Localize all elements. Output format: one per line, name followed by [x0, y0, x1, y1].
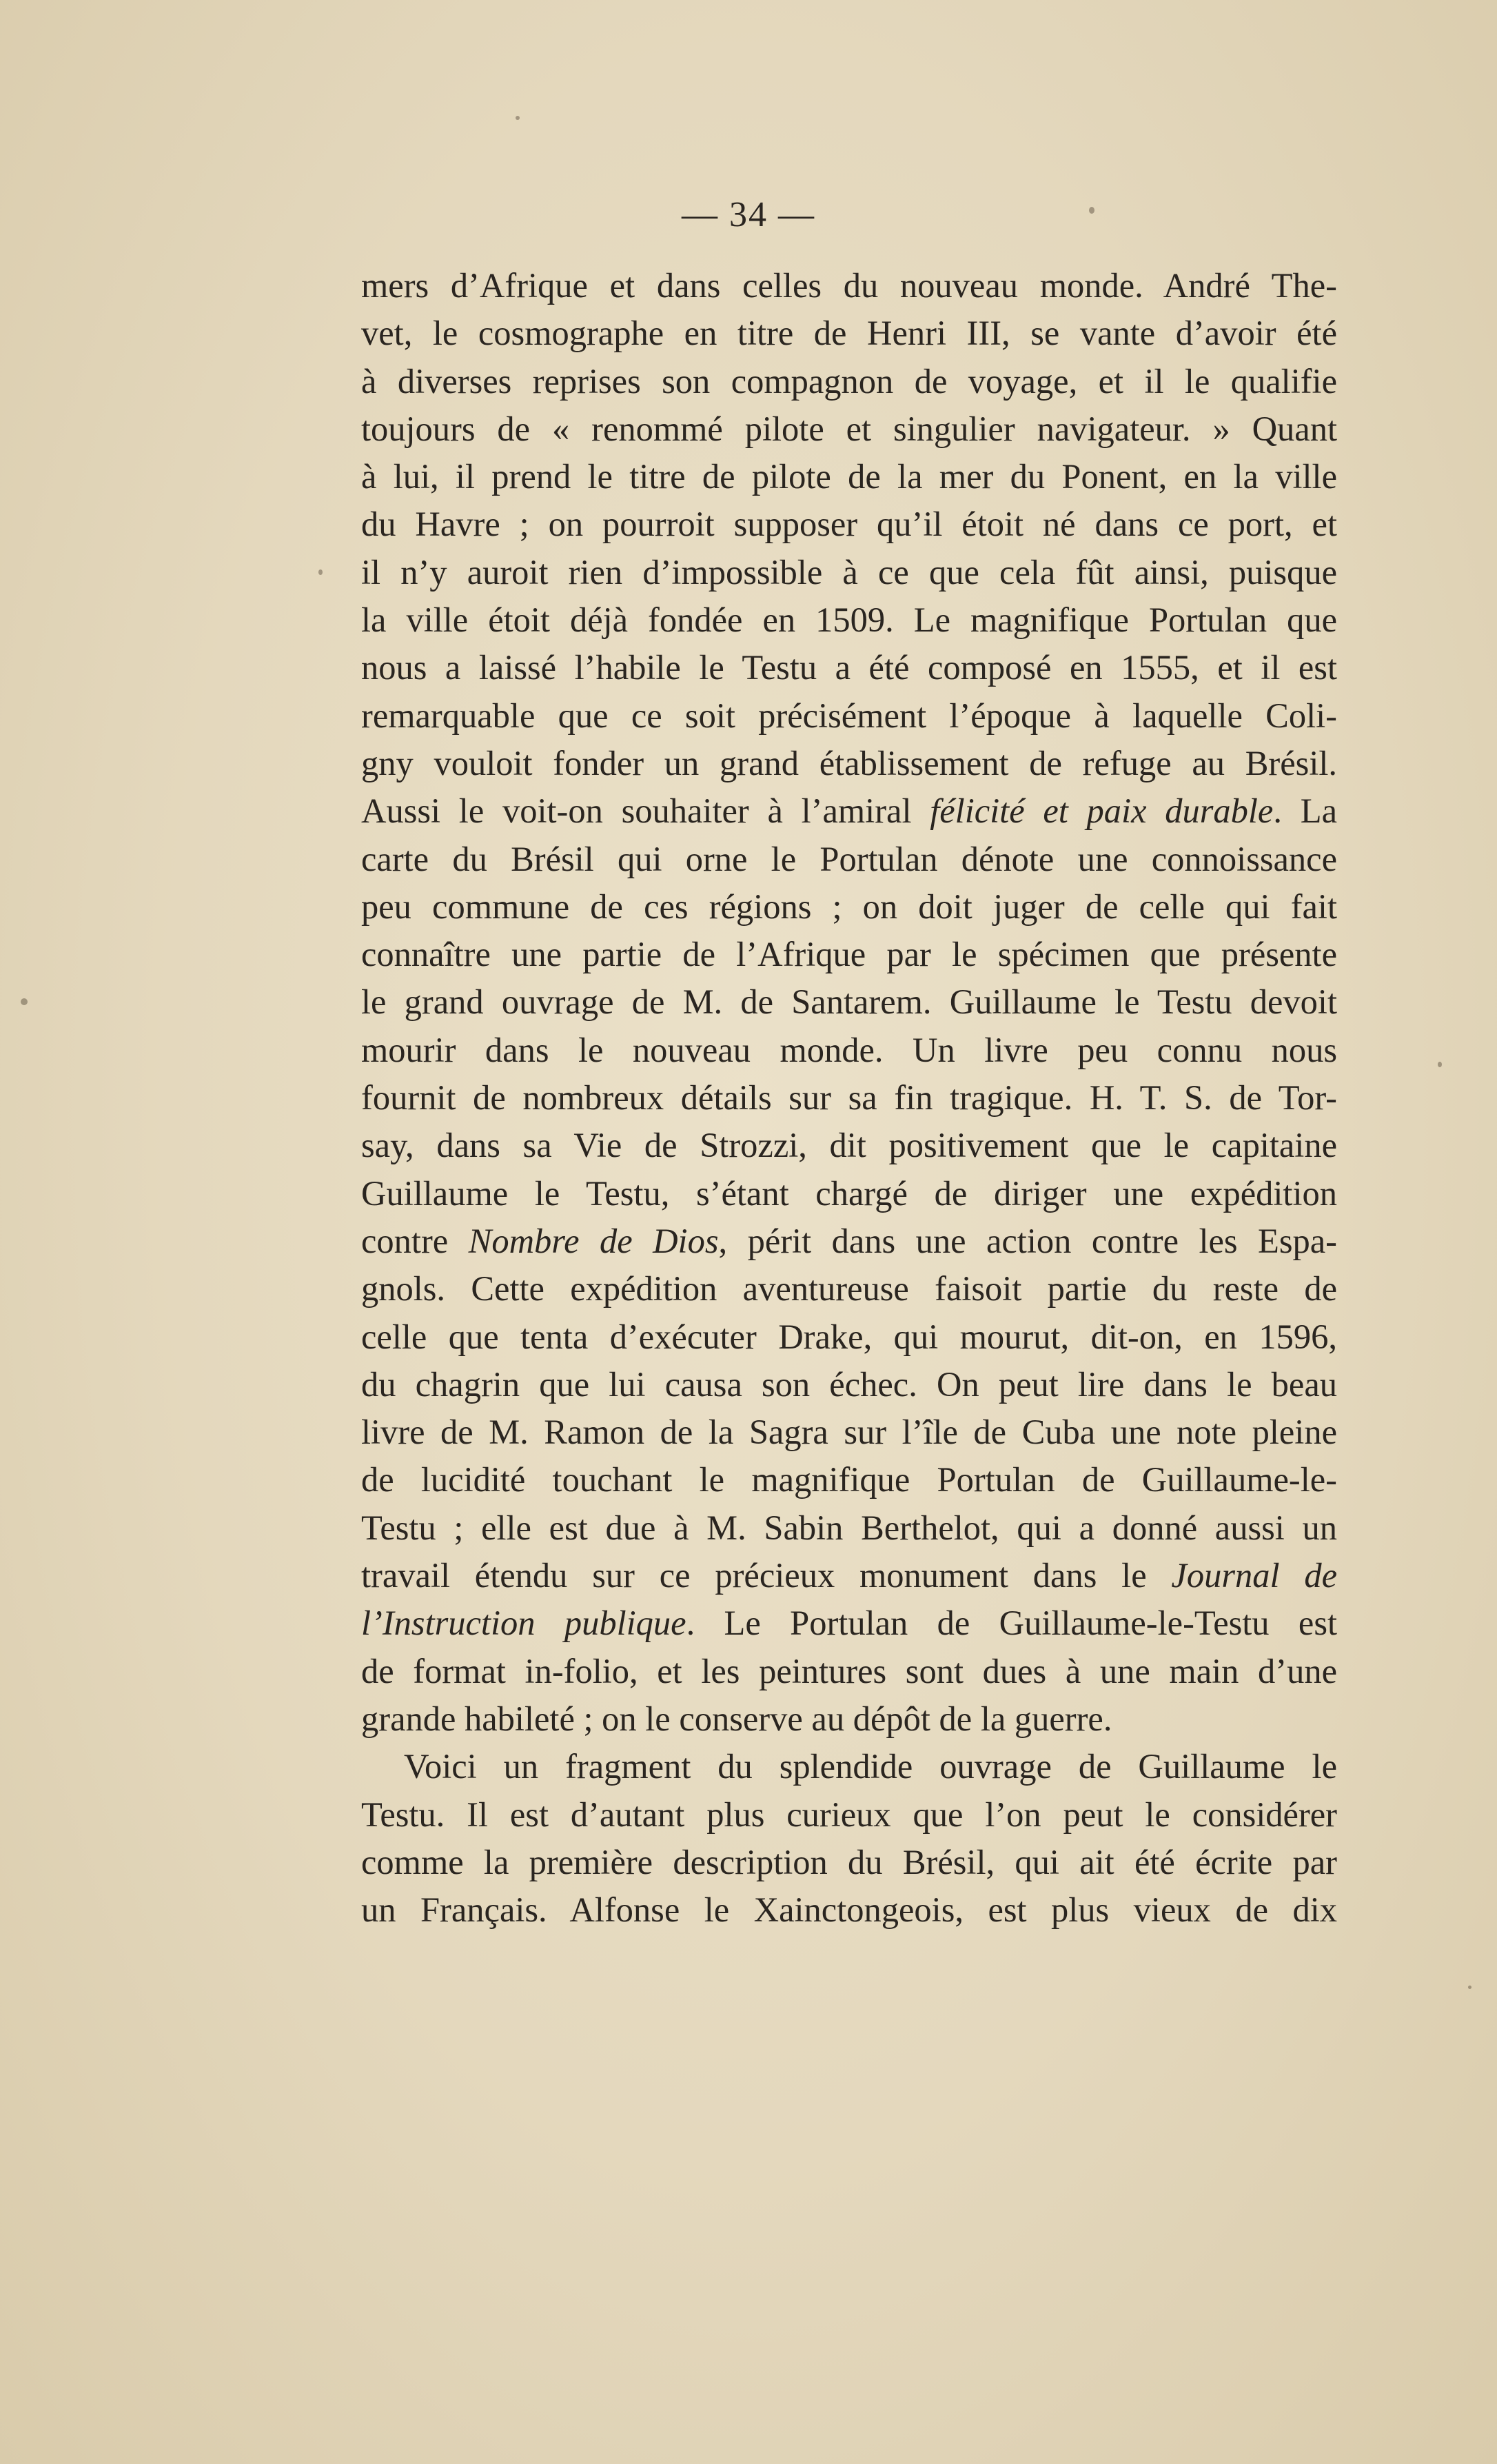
text-line [361, 978, 1337, 1026]
italic-text: Journal de [1171, 1556, 1337, 1595]
text-segment: Aussi le voit-on souhaiter à l’amiral [361, 791, 930, 831]
text-segment: Testu. Il est d’autant plus curieux que l’on peut le considérer [361, 1795, 1337, 1834]
text-line [361, 310, 1337, 357]
text-segment: vet, le cosmographe en titre de Henri III, se vante d’avoir été [361, 314, 1337, 353]
text-segment: du Havre ; on pourroit supposer qu’il étoit né dans ce port, et [361, 505, 1337, 544]
text-line [361, 740, 1337, 787]
text-segment: Guillaume le Testu, s’étant chargé de diriger une expédition [361, 1173, 1337, 1213]
text-line [361, 1504, 1337, 1552]
text-segment: toujours de « renommé pilote et singulier navigateur. » Quant [361, 409, 1337, 448]
paper-speck [1468, 1986, 1471, 1989]
text-line [361, 501, 1337, 548]
text-line [361, 1886, 1337, 1934]
text-line [361, 787, 1337, 835]
text-segment: de format in-folio, et les peintures sont dues à une main d’une [361, 1651, 1337, 1690]
text-line [361, 1552, 1337, 1599]
text-line [361, 1170, 1337, 1218]
text-line [361, 262, 1337, 310]
text-line [361, 1456, 1337, 1504]
text-segment: gny vouloit fonder un grand établissement de refuge au Brésil. [361, 743, 1337, 782]
text-line [361, 1218, 1337, 1265]
text-segment: le grand ouvrage de M. de Santarem. Guillaume le Testu devoit [361, 982, 1337, 1022]
text-segment: celle que tenta d’exécuter Drake, qui mourut, dit-on, en 1596, [361, 1317, 1337, 1356]
text-line [361, 1027, 1337, 1074]
text-line [361, 1361, 1337, 1408]
italic-text: Nombre de Dios [468, 1221, 719, 1260]
text-segment: mourir dans le nouveau monde. Un livre peu connu nous [361, 1030, 1337, 1069]
text-line [361, 692, 1337, 740]
italic-text: l’Instruction publique [361, 1604, 686, 1643]
italic-text: félicité et paix durable [930, 791, 1274, 831]
paper-speck [21, 998, 28, 1005]
text-line [361, 1839, 1337, 1886]
text-line [361, 1408, 1337, 1456]
paper-speck [318, 569, 323, 575]
text-segment: gnols. Cette expédition aventureuse faisoit partie du reste de [361, 1269, 1337, 1309]
body-text [361, 262, 1337, 1934]
text-segment: mers d’Afrique et dans celles du nouveau monde. André The- [361, 266, 1337, 305]
paper-speck [516, 116, 520, 120]
text-segment: la ville étoit déjà fondée en 1509. Le magnifique Portulan que [361, 600, 1337, 640]
text-line [361, 596, 1337, 644]
text-line [361, 1074, 1337, 1122]
text-segment: Testu ; elle est due à M. Sabin Berthelot, qui a donné aussi un [361, 1508, 1337, 1547]
text-segment: fournit de nombreux détails sur sa fin tragique. H. T. S. de Tor- [361, 1078, 1337, 1118]
text-segment: say, dans sa Vie de Strozzi, dit positivement que le capitaine [361, 1126, 1337, 1165]
text-line [361, 358, 1337, 405]
text-segment: du chagrin que lui causa son échec. On peut lire dans le beau [361, 1364, 1337, 1404]
text-line [361, 405, 1337, 453]
text-line [361, 931, 1337, 978]
paper-speck [1438, 1062, 1442, 1067]
text-line [361, 1265, 1337, 1313]
text-segment: nous a laissé l’habile le Testu a été composé en 1555, et il est [361, 648, 1337, 687]
paper-speck [1089, 207, 1094, 214]
text-line [361, 1313, 1337, 1361]
page-number: — 34 — [682, 195, 815, 234]
text-segment: remarquable que ce soit précisément l’époque à laquelle Coli- [361, 696, 1337, 735]
text-segment: , périt dans une action contre les Espa- [718, 1221, 1337, 1260]
text-line [361, 1648, 1337, 1695]
text-segment: livre de M. Ramon de la Sagra sur l’île de Cuba une note pleine [361, 1413, 1337, 1452]
text-segment: Voici un fragment du splendide ouvrage de Guillaume le [404, 1747, 1337, 1786]
text-segment: travail étendu sur ce précieux monument dans le [361, 1556, 1172, 1595]
text-line [361, 1599, 1337, 1647]
text-segment: comme la première description du Brésil, qui ait été écrite par [361, 1842, 1337, 1881]
text-segment: . Le Portulan de Guillaume-le-Testu est [686, 1604, 1337, 1643]
text-line [361, 644, 1337, 691]
text-segment: de lucidité touchant le magnifique Portulan de Guillaume-le- [361, 1460, 1337, 1499]
text-segment: grande habileté ; on le conserve au dépôt de la guerre. [361, 1699, 1112, 1738]
text-line [361, 836, 1337, 883]
text-line [361, 549, 1337, 596]
text-line [361, 1743, 1337, 1790]
text-segment: peu commune de ces régions ; on doit juger de celle qui fait [361, 887, 1337, 926]
text-line [361, 1695, 1337, 1743]
text-segment: à diverses reprises son compagnon de voyage, et il le qualifie [361, 361, 1337, 401]
text-segment: il n’y auroit rien d’impossible à ce que cela fût ainsi, puisque [361, 552, 1337, 592]
text-segment: . La [1273, 791, 1337, 831]
text-segment: carte du Brésil qui orne le Portulan dénote une connoissance [361, 839, 1337, 878]
text-line [361, 883, 1337, 931]
text-segment: un Français. Alfonse le Xainctongeois, est plus vieux de dix [361, 1890, 1337, 1930]
text-line [361, 453, 1337, 501]
text-segment: contre [361, 1221, 469, 1260]
text-line [361, 1122, 1337, 1169]
text-segment: connaître une partie de l’Afrique par le spécimen que présente [361, 935, 1337, 974]
text-line [361, 1791, 1337, 1839]
text-segment: à lui, il prend le titre de pilote de la mer du Ponent, en la ville [361, 457, 1337, 496]
